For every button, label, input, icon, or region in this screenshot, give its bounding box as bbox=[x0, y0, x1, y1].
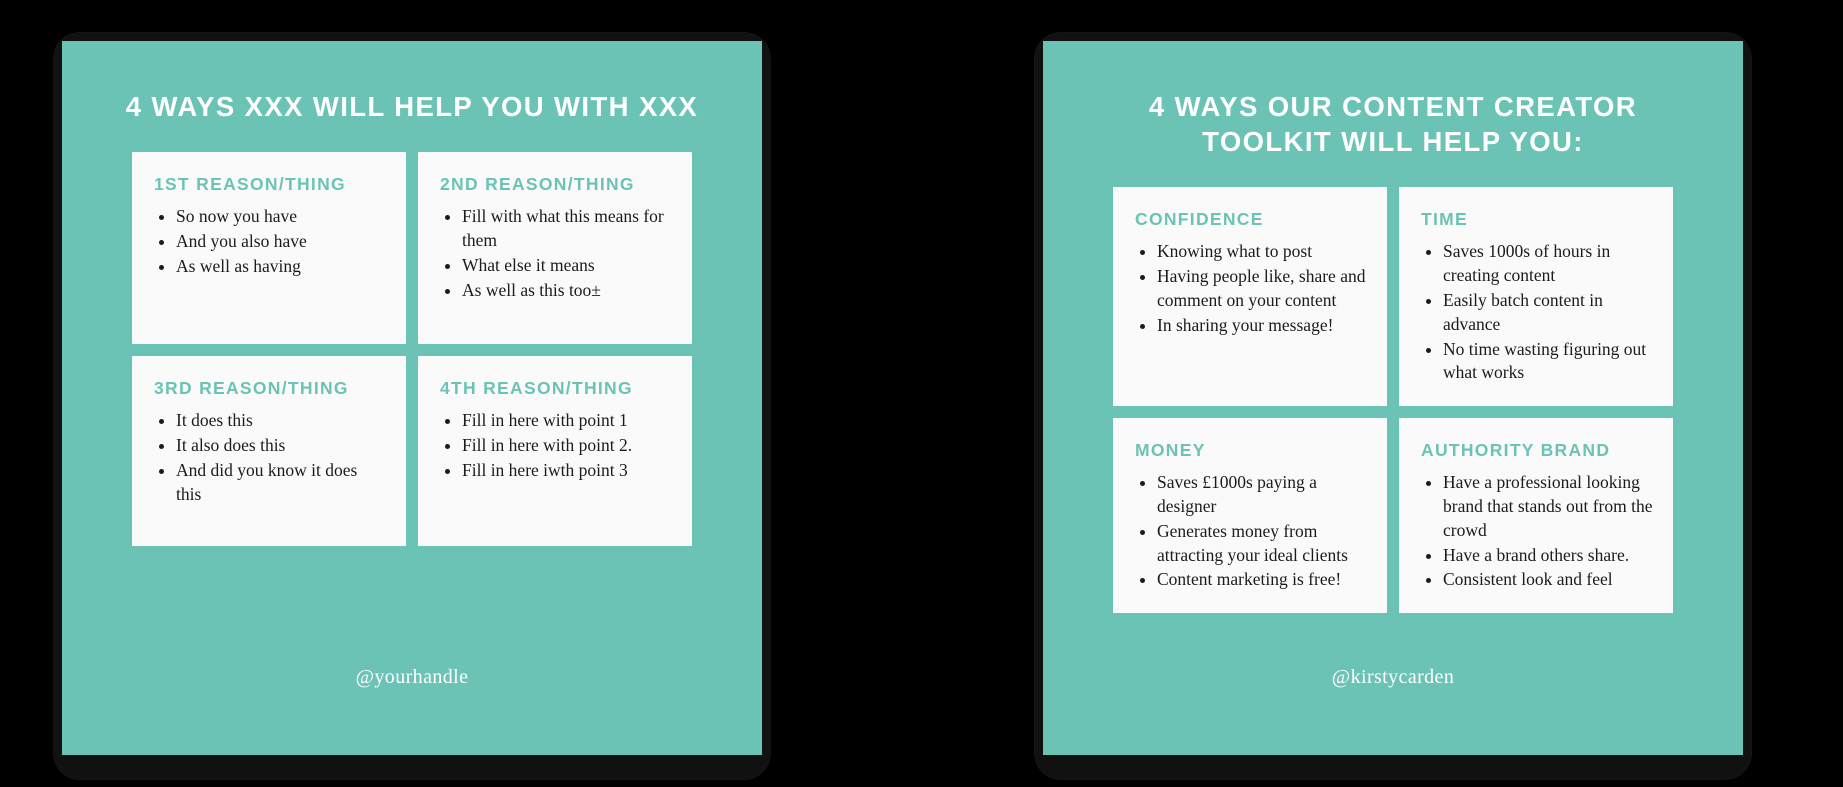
benefit-card-time-heading: TIME bbox=[1421, 209, 1469, 230]
list-item: • Fill in here with point 1 bbox=[462, 409, 672, 433]
list-item: • Content marketing is free! bbox=[1157, 568, 1367, 592]
reason-card-3-bullets bbox=[154, 409, 386, 506]
social-handle: @kirstycarden bbox=[1331, 666, 1455, 688]
page-title: 4 WAYS OUR CONTENT CREATOR TOOLKIT WILL HELP YOU: bbox=[1148, 91, 1638, 158]
list-item: • So now you have bbox=[176, 205, 386, 229]
slide-example bbox=[1043, 41, 1743, 755]
list-item: • Have a professional looking brand that stands out from the crowd bbox=[1443, 471, 1653, 542]
list-item: • Fill in here with point 2. bbox=[462, 434, 672, 458]
list-item: • It does this bbox=[176, 409, 386, 433]
reason-card-2-heading: 2ND REASON/THING bbox=[440, 174, 635, 195]
list-item: • Fill with what this means for them bbox=[462, 205, 672, 253]
reason-card-1-bullets bbox=[154, 205, 386, 278]
list-item: • Saves 1000s of hours in creating content bbox=[1443, 240, 1653, 288]
slide-frame-template bbox=[54, 33, 770, 779]
list-item: • No time wasting figuring out what works bbox=[1443, 338, 1653, 386]
benefit-card-money-bullets bbox=[1135, 471, 1367, 592]
benefit-card-confidence bbox=[1113, 187, 1387, 406]
benefits-grid bbox=[1113, 187, 1673, 613]
reason-card-1 bbox=[132, 152, 406, 344]
list-item: • And did you know it does this bbox=[176, 459, 386, 507]
reason-card-3 bbox=[132, 356, 406, 546]
list-item: • It also does this bbox=[176, 434, 386, 458]
list-item: • And you also have bbox=[176, 230, 386, 254]
benefit-card-authority-brand-heading: AUTHORITY BRAND bbox=[1421, 440, 1611, 461]
slide-frame-example bbox=[1035, 33, 1751, 779]
benefit-card-authority-brand bbox=[1399, 418, 1673, 613]
list-item: • Generates money from attracting your ideal clients bbox=[1157, 520, 1367, 568]
list-item: • Having people like, share and comment on your content bbox=[1157, 265, 1367, 313]
list-item: • Fill in here iwth point 3 bbox=[462, 459, 672, 483]
reason-card-4 bbox=[418, 356, 692, 546]
list-item: • What else it means bbox=[462, 254, 672, 278]
benefit-card-time-bullets bbox=[1421, 240, 1653, 385]
reason-card-4-heading: 4TH REASON/THING bbox=[440, 378, 633, 399]
list-item: • Saves £1000s paying a designer bbox=[1157, 471, 1367, 519]
benefit-card-authority-brand-bullets bbox=[1421, 471, 1653, 592]
slide-template bbox=[62, 41, 762, 755]
reason-card-2 bbox=[418, 152, 692, 344]
list-item: • In sharing your message! bbox=[1157, 314, 1367, 338]
social-handle: @yourhandle bbox=[355, 666, 469, 688]
reasons-grid bbox=[132, 152, 692, 546]
reason-card-3-heading: 3RD REASON/THING bbox=[154, 378, 349, 399]
reason-card-1-heading: 1ST REASON/THING bbox=[154, 174, 346, 195]
reason-card-4-bullets bbox=[440, 409, 672, 482]
list-item: • Easily batch content in advance bbox=[1443, 289, 1653, 337]
page-title: 4 WAYS XXX WILL HELP YOU WITH XXX bbox=[125, 91, 699, 122]
list-item: • Consistent look and feel bbox=[1443, 568, 1653, 592]
benefit-card-money bbox=[1113, 418, 1387, 613]
reason-card-2-bullets bbox=[440, 205, 672, 302]
benefit-card-time bbox=[1399, 187, 1673, 406]
list-item: • As well as having bbox=[176, 255, 386, 279]
list-item: • Knowing what to post bbox=[1157, 240, 1367, 264]
list-item: • Have a brand others share. bbox=[1443, 544, 1653, 568]
list-item: • As well as this too± bbox=[462, 279, 672, 303]
benefit-card-confidence-bullets bbox=[1135, 240, 1367, 337]
benefit-card-confidence-heading: CONFIDENCE bbox=[1135, 209, 1264, 230]
benefit-card-money-heading: MONEY bbox=[1135, 440, 1206, 461]
